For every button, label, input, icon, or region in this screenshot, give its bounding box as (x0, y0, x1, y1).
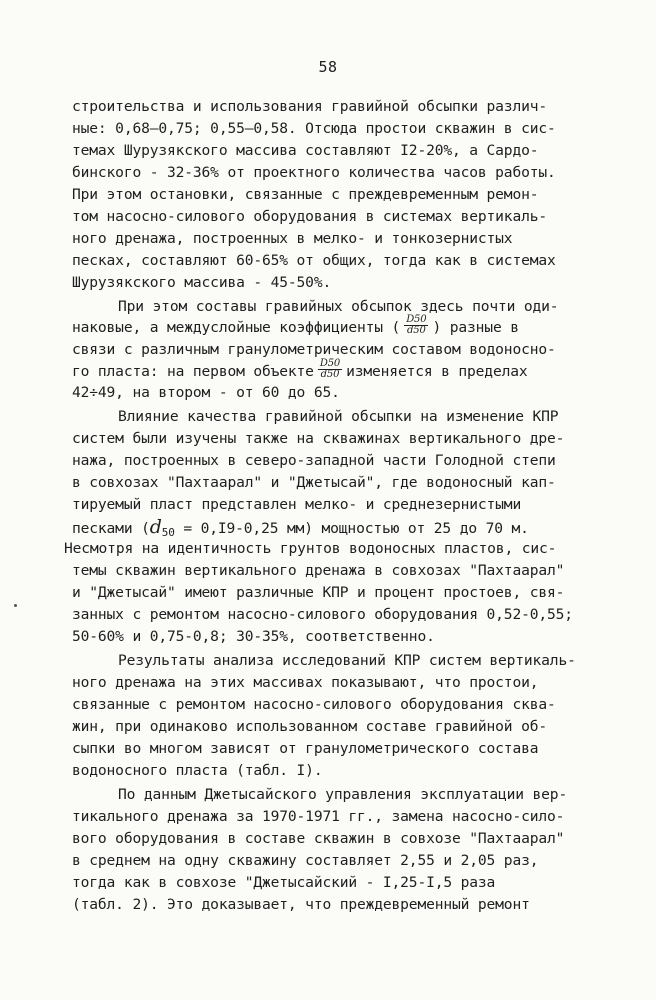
text-line: тируемый пласт представлен мелко- и среднезернистыми (72, 496, 522, 513)
text-line: (табл. 2). Это доказывает, что преждевременный ремонт (72, 896, 530, 913)
text-line: 42÷49, на втором - от 60 до 65. (72, 384, 340, 401)
text-segment: ) разные в (432, 319, 519, 336)
text-line-with-formula (72, 357, 528, 382)
text-line: тикального дренажа за 1970-1971 гг., замена насосно-сило- (72, 808, 565, 825)
text-line: ного дренажа на этих массивах показывают, что простои, (72, 674, 539, 691)
text-line: ного дренажа, построенных в мелко- и тонкозернистых (72, 230, 513, 247)
text-line: темах Шурузякского массива составляют I2-20%, а Сардо- (72, 142, 539, 159)
text-line: тогда как в совхозе "Джетысайский - I,25-I,5 раза (72, 874, 496, 891)
d50-subscript: 50 (161, 526, 175, 539)
text-line: При этом составы гравийных обсыпок здесь почти оди- (118, 298, 559, 315)
text-line: Влияние качества гравийной обсыпки на изменение КПР (118, 408, 559, 425)
text-segment: песками ( (72, 520, 150, 537)
formula-numerator: D50 (319, 357, 341, 369)
text-line-with-formula (72, 313, 519, 338)
text-line: связанные с ремонтом насосно-силового оборудования сква- (72, 696, 556, 713)
coefficient-ratio-formula (404, 315, 428, 336)
text-line: в среднем на одну скважину составляет 2,55 и 2,05 раз, (72, 852, 539, 869)
text-line: Несмотря на идентичность грунтов водоносных пластов, сис- (64, 540, 557, 557)
text-line: жин, при одинаково использованном составе гравийной об- (72, 718, 547, 735)
text-line: Результаты анализа исследований КПР систем вертикаль- (118, 652, 576, 669)
text-line: При этом остановки, связанные с преждевременным ремон- (72, 186, 539, 203)
text-line: том насосно-силового оборудования в системах вертикаль- (72, 208, 547, 225)
text-line: По данным Джетысайского управления эксплуатации вер- (118, 786, 568, 803)
formula-denominator: d50 (406, 324, 426, 336)
text-line: бинского - 32-36% от проектного количества часов работы. (72, 164, 556, 181)
scan-speck (14, 604, 17, 607)
text-line: 50-60% и 0,75-0,8; 30-35%, соответственно. (72, 628, 435, 645)
text-line: водоносного пласта (табл. I). (72, 762, 323, 779)
text-line: темы скважин вертикального дренажа в совхозах "Пахтаарал" (72, 562, 565, 579)
text-segment: го пласта: на первом объекте (72, 363, 314, 380)
formula-denominator: d50 (320, 368, 340, 380)
text-segment: изменяется в пределах (346, 363, 528, 380)
coefficient-ratio-formula (318, 359, 342, 380)
text-line: строительства и использования гравийной обсыпки различ- (72, 98, 547, 115)
d50-symbol: d (149, 516, 162, 538)
page-number: 58 (318, 58, 338, 76)
text-line: сыпки во многом зависят от гранулометрического состава (72, 740, 539, 757)
text-line: и "Джетысай" имеют различные КПР и процент простоев, свя- (72, 584, 565, 601)
text-line: песках, составляют 60-65% от общих, тогда как в системах (72, 252, 556, 269)
text-line: систем были изучены также на скважинах вертикального дре- (72, 430, 565, 447)
formula-numerator: D50 (406, 313, 427, 325)
text-segment: = 0,I9-0,25 мм) мощностью от 25 до 70 м. (183, 520, 529, 537)
text-line: ные: 0,68–0,75; 0,55–0,58. Отсюда простои скважин в сис- (72, 120, 556, 137)
text-line: занных с ремонтом насосно-силового оборудования 0,52-0,55; (72, 606, 573, 623)
text-segment: наковые, а междуслойные коэффициенты ( (72, 319, 401, 336)
text-line: нажа, построенных в северо-западной части Голодной степи (72, 452, 556, 469)
text-line: вого оборудования в составе скважин в совхозе "Пахтаарал" (72, 830, 565, 847)
text-line: Шурузякского массива - 45-50%. (72, 274, 332, 291)
text-line: связи с различным гранулометрическим составом водоносно- (72, 341, 556, 358)
text-line: в совхозах "Пахтаарал" и "Джетысай", где водоносный кап- (72, 474, 556, 491)
